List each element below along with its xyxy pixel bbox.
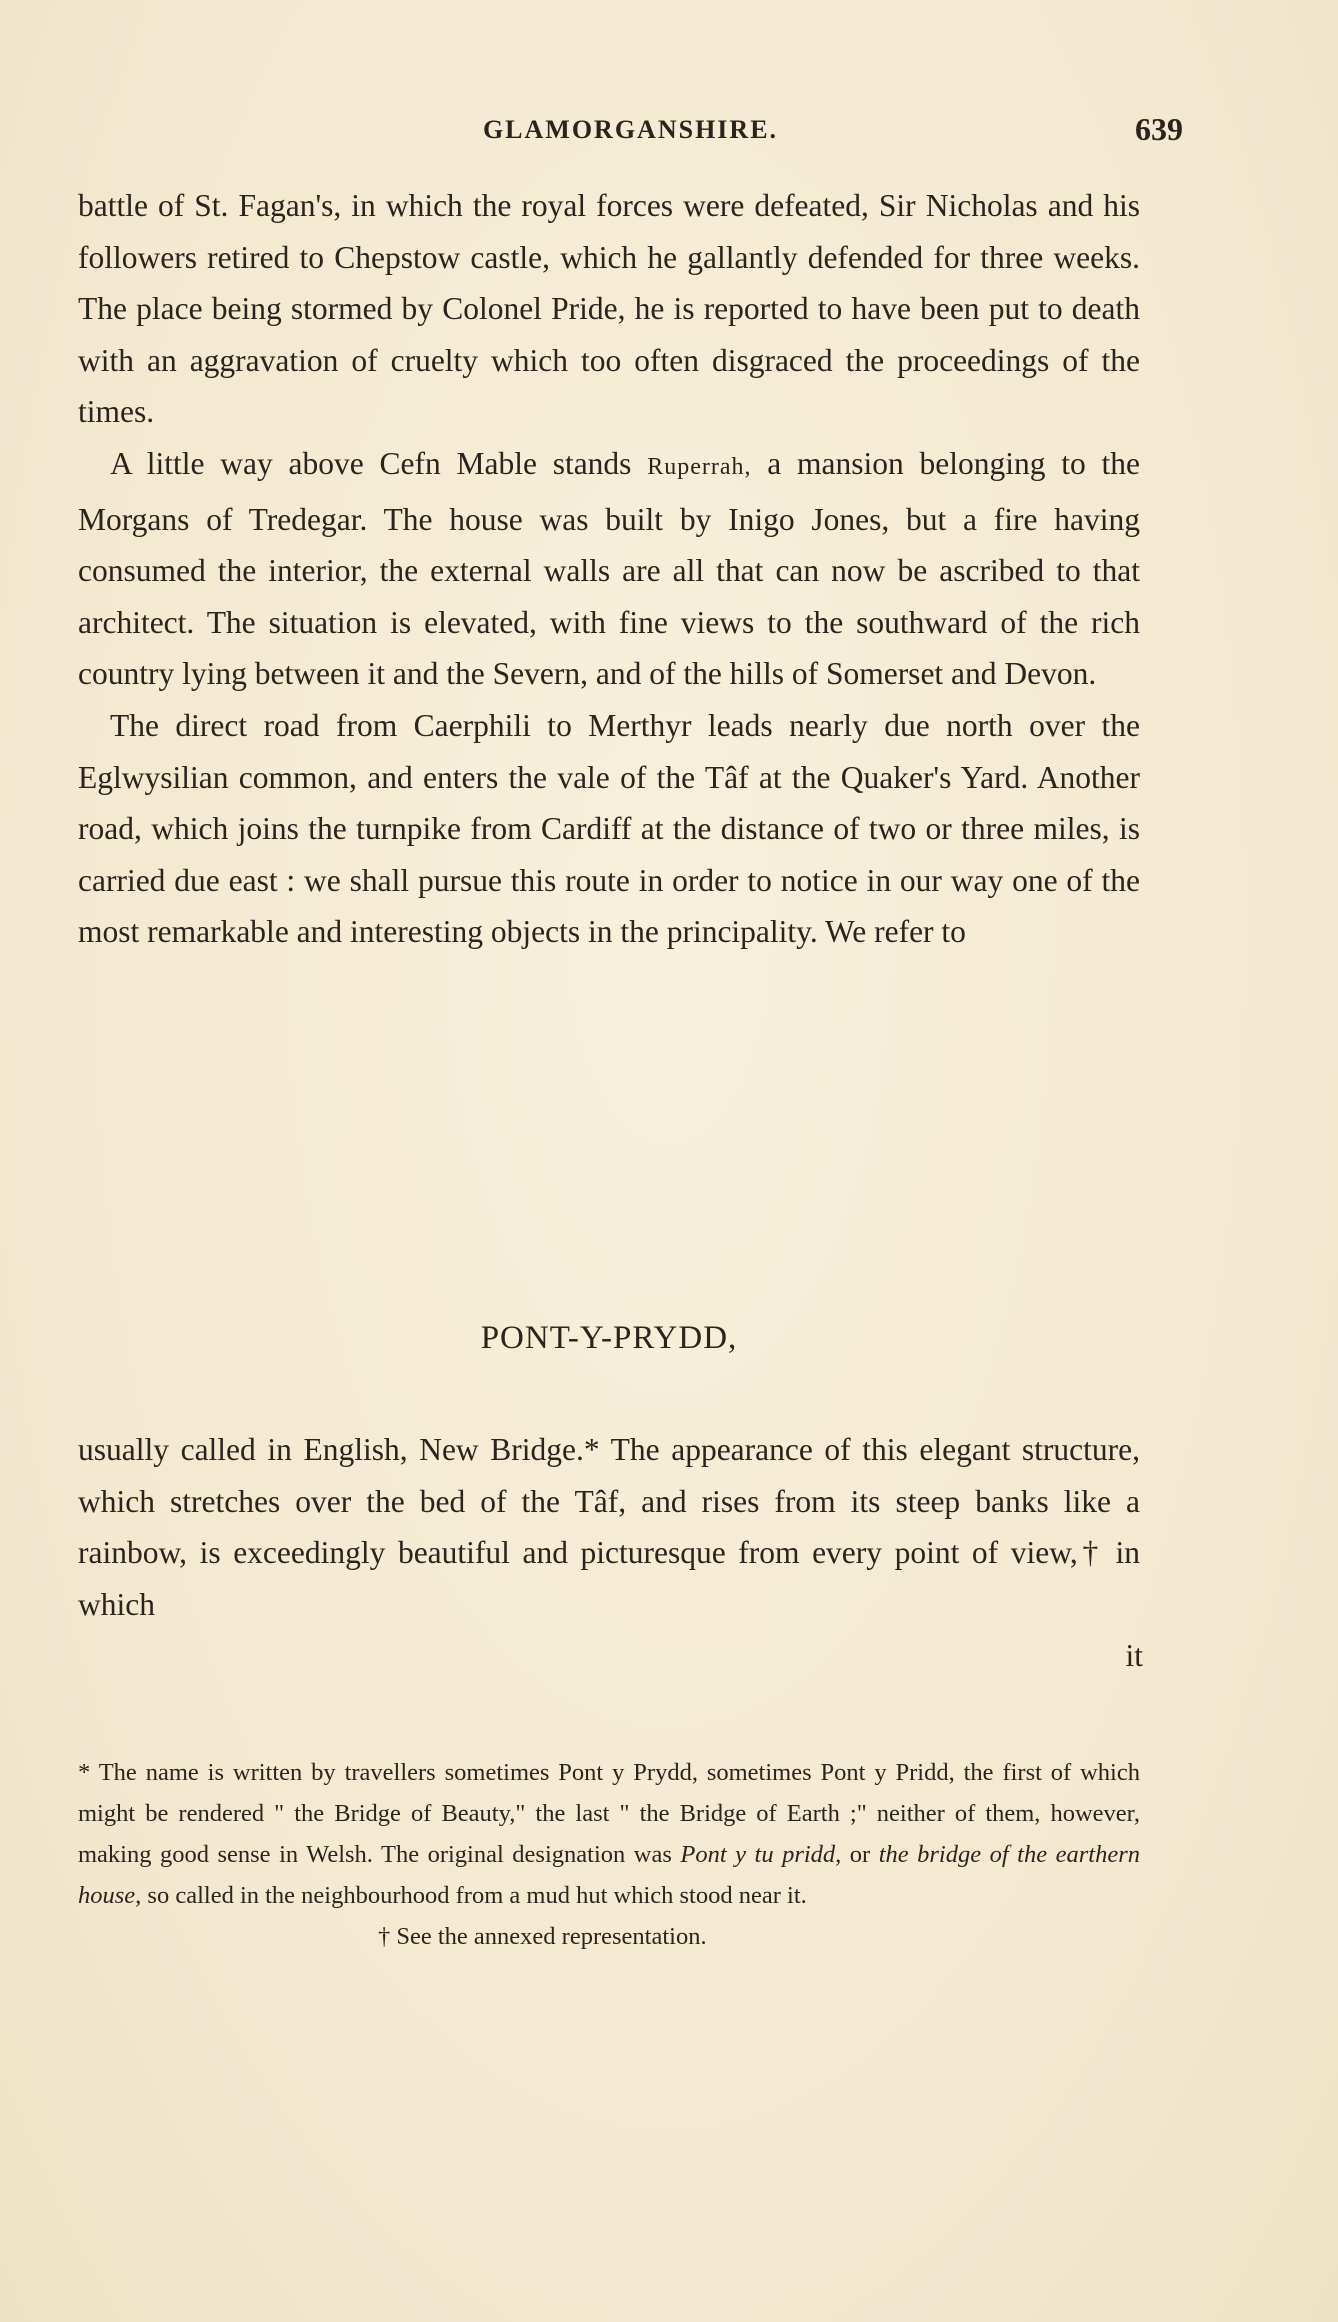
footnote-2: † See the annexed representation. [378, 1923, 707, 1950]
footnotes [78, 1752, 1140, 1957]
running-head: GLAMORGANSHIRE. [482, 115, 779, 144]
body-text-continued [78, 1424, 1140, 1630]
footnote-1 [78, 1752, 1140, 1916]
footnote-1-start: * The name is written by travellers sometimes Pont y Prydd, sometimes Pont y Pridd, the first of which might be rendered " the Bridge of Beauty," the last " the Bridge of Earth ;" neither of them, however, making good sense in Welsh. The original designation was [78, 1759, 1140, 1868]
paragraph-3: The direct road from Caerphili to Merthyr leads nearly due north over the Eglwysilian common, and enters the vale of the Tâf at the Quaker's Yard. Another road, which joins the turnpike from Cardiff at the distance of two or three miles, is carried due east : we shall pursue this route in order to notice in our way one of the most remarkable and interesting objects in the principality. We refer to [78, 707, 1140, 950]
catchword: it [1125, 1638, 1143, 1673]
footnote-1-welsh-name: Pont y tu pridd, [680, 1841, 842, 1868]
paragraph-1: battle of St. Fagan's, in which the royal forces were defeated, Sir Nicholas and his followers retired to Chepstow castle, which he gallantly defended for three weeks. The place being stormed by Colonel Pride, he is reported to have been put to death with an aggravation of cruelty which too often disgraced the proceedings of the times. [78, 188, 1140, 430]
mansion-name: Ruperrah, [647, 453, 752, 480]
page-header [78, 111, 1183, 155]
body-text [78, 180, 1140, 958]
footnote-1-mid: or [841, 1841, 879, 1868]
footnote-1-end: so called in the neighbourhood from a mud hut which stood near it. [141, 1882, 807, 1909]
paragraph-2-start: A little way above Cefn Mable stands [110, 445, 648, 481]
paragraph-4: usually called in English, New Bridge.* The appearance of this elegant structure, which stretches over the bed of the Tâf, and rises from its steep banks like a rainbow, is exceedingly beautiful and picturesque from every point of view,† in which [78, 1432, 1140, 1622]
paragraph-2 [78, 438, 1140, 700]
section-heading: PONT-Y-PRYDD, [480, 1320, 738, 1356]
page-number: 639 [1135, 111, 1183, 147]
footnote-1-translation: the bridge of the earthern house, [78, 1841, 1140, 1909]
paragraph-2-rest: a mansion belonging to the Morgans of Tredegar. The house was built by Inigo Jones, but a fire having consumed the interior, the external walls are all that can now be ascribed to that architect. The situation is elevated, with fine views to the southward of the rich country lying between it and the Severn, and of the hills of Somerset and Devon. [78, 445, 1140, 692]
